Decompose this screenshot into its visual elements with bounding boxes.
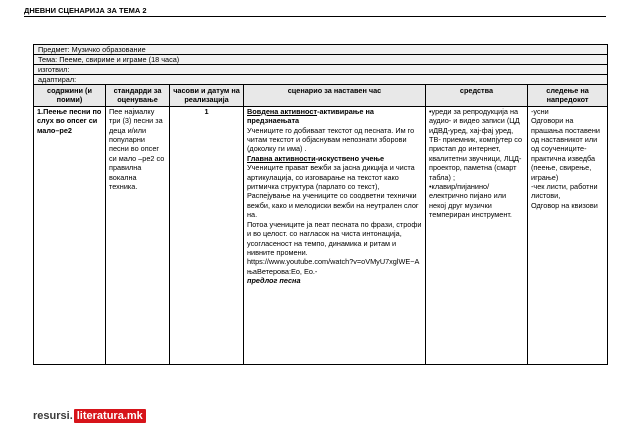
resource-item: •уреди за репродукција на аудио- и видео записи (ЦД иДВД-уред, хај-фај уред, ТВ- приемник, компјутер со пристап до интернет, квалитетни звучници, ЛЦД-проектор, паметна (смарт табла) ; xyxy=(429,106,523,182)
column-header: содржини (и поими) xyxy=(34,85,106,107)
column-header-row xyxy=(34,85,608,107)
subject-cell: Предмет: Музичко образование xyxy=(34,45,608,55)
intro-activity-text: Учениците го добиваат текстот од песната. Им го читам текстот и објаснувам непознати зборови (доколку ги има) . xyxy=(247,125,415,154)
subject-row xyxy=(34,45,608,55)
column-header: следење на напредокот xyxy=(528,85,608,107)
hours-cell: 1 xyxy=(170,106,244,364)
lesson-plan-table xyxy=(33,44,608,365)
resources-cell xyxy=(426,106,528,364)
column-header: средства xyxy=(426,85,528,107)
resource-item: •клавир/пијанино/електрично пијано или некој друг музички темпериран инструмент. xyxy=(429,182,512,220)
content-cell: 1.Пеење песни по слух во опсег си мало–ре2 xyxy=(34,106,106,364)
progress-item: -усни xyxy=(531,106,549,116)
intro-activity-title-rest: -активирање на предзнаењата xyxy=(247,106,374,126)
main-activity-text-1: Учениците прават вежби за јасна дикција и чиста артикулација, со изговарање на текстот како ритмичка структура (парлато со текст), xyxy=(247,163,415,192)
main-activity-text-3: Потоа учениците ја пеат песната по фрази, строфи и во целост. со нагласок на чиста интонација, усогласеност на темпо, динамика и ритам и нивните промени. xyxy=(247,219,422,257)
resursi-logo[interactable] xyxy=(33,409,146,423)
intro-activity-title: Вовдена активност xyxy=(247,106,318,116)
progress-item: Одговори на прашања поставени од наставникот или од соучениците-практична изведба (пеење, свирење, играње) xyxy=(531,116,600,182)
song-note: предлог песна xyxy=(247,276,301,286)
logo-text-part2: literatura.mk xyxy=(74,409,146,423)
main-activity-title: Главна активности xyxy=(247,153,316,163)
progress-cell xyxy=(528,106,608,364)
column-header: сценарио за наставен час xyxy=(244,85,426,107)
adapted-row xyxy=(34,75,608,85)
progress-item: -чек листи, работни листови, xyxy=(531,182,598,201)
logo-text-part1: resursi. xyxy=(33,410,73,422)
author-row xyxy=(34,65,608,75)
page-header: ДНЕВНИ СЦЕНАРИЈА ЗА ТЕМА 2 xyxy=(24,6,606,17)
progress-item: Одговор на квизови xyxy=(531,200,598,210)
adapted-cell: адаптирал: xyxy=(34,75,608,85)
column-header: стандарди за оценување xyxy=(106,85,170,107)
author-cell: изготвил: xyxy=(34,65,608,75)
main-activity-text-2: Распејување на учениците со соодветни технички вежби, како и мелодиски вежби на неутрален слог на. xyxy=(247,191,419,220)
lesson-row xyxy=(34,106,608,364)
main-activity-title-rest: -искуствено учење xyxy=(315,153,385,163)
topic-cell xyxy=(34,55,608,65)
standards-cell: Пее најмалку три (3) песни за деца и/или популарни песни во опсег си мало –ре2 со правилна вокална техника. xyxy=(106,106,170,364)
topic-value: Пееме, свириме и играме (18 часа) xyxy=(59,55,180,64)
song-link[interactable]: https://www.youtube.com/watch?v=oVMyU7xglWE~АњаВетерова:Ео, Ео.- xyxy=(247,257,420,276)
topic-row xyxy=(34,55,608,65)
scenario-cell xyxy=(244,106,426,364)
column-header: часови и датум на реализација xyxy=(170,85,244,107)
topic-label: Тема: xyxy=(38,55,60,64)
